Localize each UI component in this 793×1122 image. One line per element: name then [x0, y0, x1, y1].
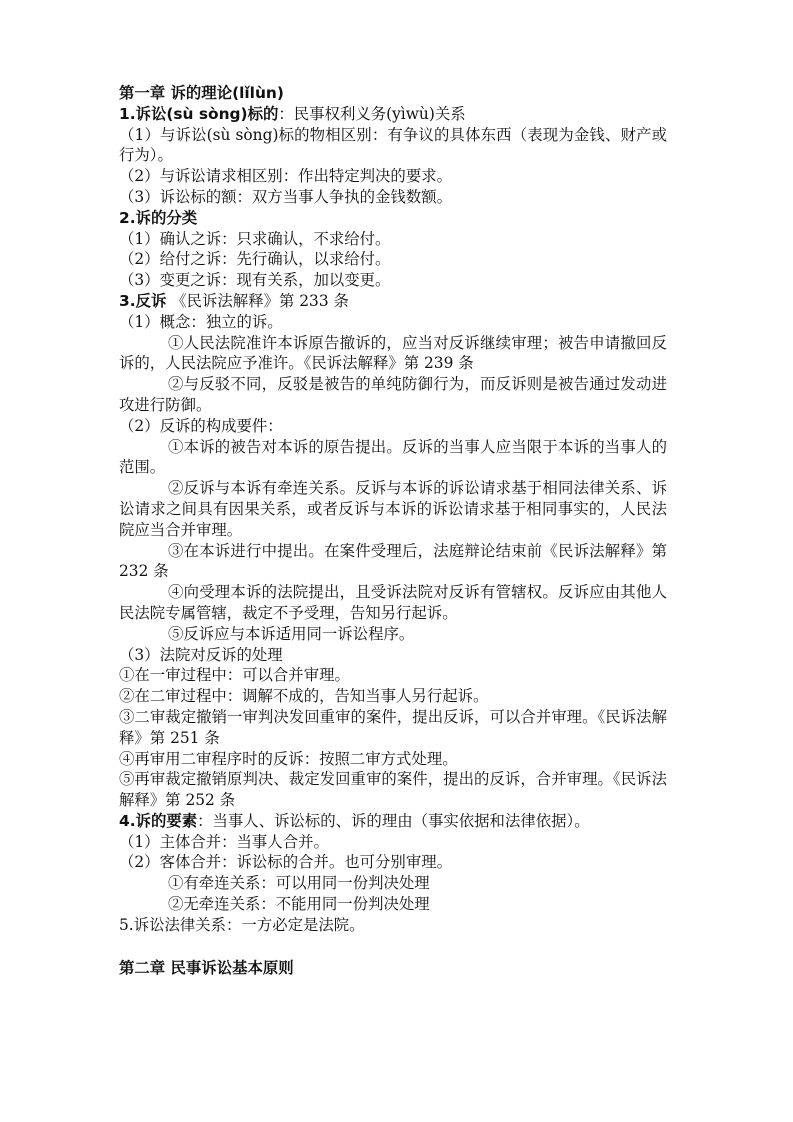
- section-3-heading-rest: 《民诉法解释》第 233 条: [166, 291, 349, 310]
- counterclaim-concept-point-2: ②与反驳不同，反驳是被告的单纯防御行为，而反诉则是被告通过发动进攻进行防御。: [119, 375, 667, 414]
- section-4-subitem-1: ①有牵连关系：可以用同一份判决处理: [168, 874, 430, 893]
- section-4-heading-rest: ：当事人、诉讼标的、诉的理由（事实依据和法律依据）。: [197, 811, 590, 830]
- chapter-1-title: 第一章 诉的理论(lǐlùn): [119, 84, 284, 102]
- document-page: [119, 83, 667, 978]
- section-5-text: 5.诉讼法律关系：一方必定是法院。: [119, 915, 365, 934]
- counterclaim-handling-4: ④再审用二审程序时的反诉：按照二审方式处理。: [119, 749, 458, 768]
- section-2-heading: 2.诉的分类: [119, 208, 198, 227]
- section-1-item-2: （2）与诉讼请求相区别：作出特定判决的要求。: [119, 167, 452, 186]
- counterclaim-concept-point-1: ①人民法院准许本诉原告撤诉的，应当对反诉继续审理；被告申请撤回反诉的，人民法院应予准许。《民诉法解释》第 239 条: [119, 333, 667, 373]
- section-1-item-1: （1）与诉讼(sù sòng)标的物相区别：有争议的具体东西（表现为金钱、财产或行为）。: [119, 125, 667, 165]
- section-4-heading: 4.诉的要素: [119, 811, 198, 830]
- section-2-item-3: （3）变更之诉：现有关系，加以变更。: [119, 271, 391, 290]
- counterclaim-requirement-5: ⑤反诉应与本诉适用同一诉讼程序。: [168, 624, 415, 643]
- counterclaim-handling-label: （3）法院对反诉的处理: [119, 645, 283, 664]
- section-2-item-1: （1）确认之诉：只求确认，不求给付。: [119, 229, 391, 248]
- counterclaim-handling-3: ③二审裁定撤销一审判决发回重审的案件，提出反诉，可以合并审理。《民诉法解释》第 251 条: [119, 707, 667, 747]
- section-4-heading-line: [119, 811, 667, 832]
- section-3-heading-line: [119, 291, 667, 312]
- section-4-subitem-2: ②无牵连关系：不能用同一份判决处理: [168, 895, 430, 914]
- counterclaim-requirement-1: ①本诉的被告对本诉的原告提出。反诉的当事人应当限于本诉的当事人的范围。: [119, 437, 667, 477]
- section-1-heading-rest: ：民事权利义务(yìwù)关系: [278, 104, 466, 123]
- counterclaim-requirement-3: ③在本诉进行中提出。在案件受理后，法庭辩论结束前《民诉法解释》第 232 条: [119, 541, 667, 581]
- section-2-item-2: （2）给付之诉：先行确认，以求给付。: [119, 250, 391, 269]
- counterclaim-requirement-4: ④向受理本诉的法院提出，且受诉法院对反诉有管辖权。反诉应由其他人民法院专属管辖，裁定不予受理，告知另行起诉。: [119, 583, 667, 622]
- chapter-2-title: 第二章 民事诉讼基本原则: [119, 958, 294, 977]
- section-4-item-1: （1）主体合并：当事人合并。: [119, 832, 329, 851]
- section-4-item-2: （2）客体合并：诉讼标的合并。也可分别审理。: [119, 853, 452, 872]
- section-3-heading: 3.反诉: [119, 291, 167, 310]
- counterclaim-handling-1: ①在一审过程中：可以合并审理。: [119, 666, 350, 685]
- counterclaim-handling-2: ②在二审过程中：调解不成的，告知当事人另行起诉。: [119, 687, 489, 706]
- counterclaim-requirements-label: （2）反诉的构成要件：: [119, 416, 283, 435]
- section-1-heading: 1.诉讼(sù sòng)标的: [119, 104, 279, 123]
- counterclaim-concept-label: （1）概念：独立的诉。: [119, 312, 283, 331]
- section-1-heading-line: [119, 104, 667, 125]
- section-1-item-3: （3）诉讼标的额：双方当事人争执的金钱数额。: [119, 187, 452, 206]
- counterclaim-handling-5: ⑤再审裁定撤销原判决、裁定发回重审的案件，提出的反诉，合并审理。《民诉法解释》第 252 条: [119, 770, 667, 810]
- counterclaim-requirement-2: ②反诉与本诉有牵连关系。反诉与本诉的诉讼请求基于相同法律关系、诉讼请求之间具有因果关系，或者反诉与本诉的诉讼请求基于相同事实的，人民法院应当合并审理。: [119, 479, 667, 539]
